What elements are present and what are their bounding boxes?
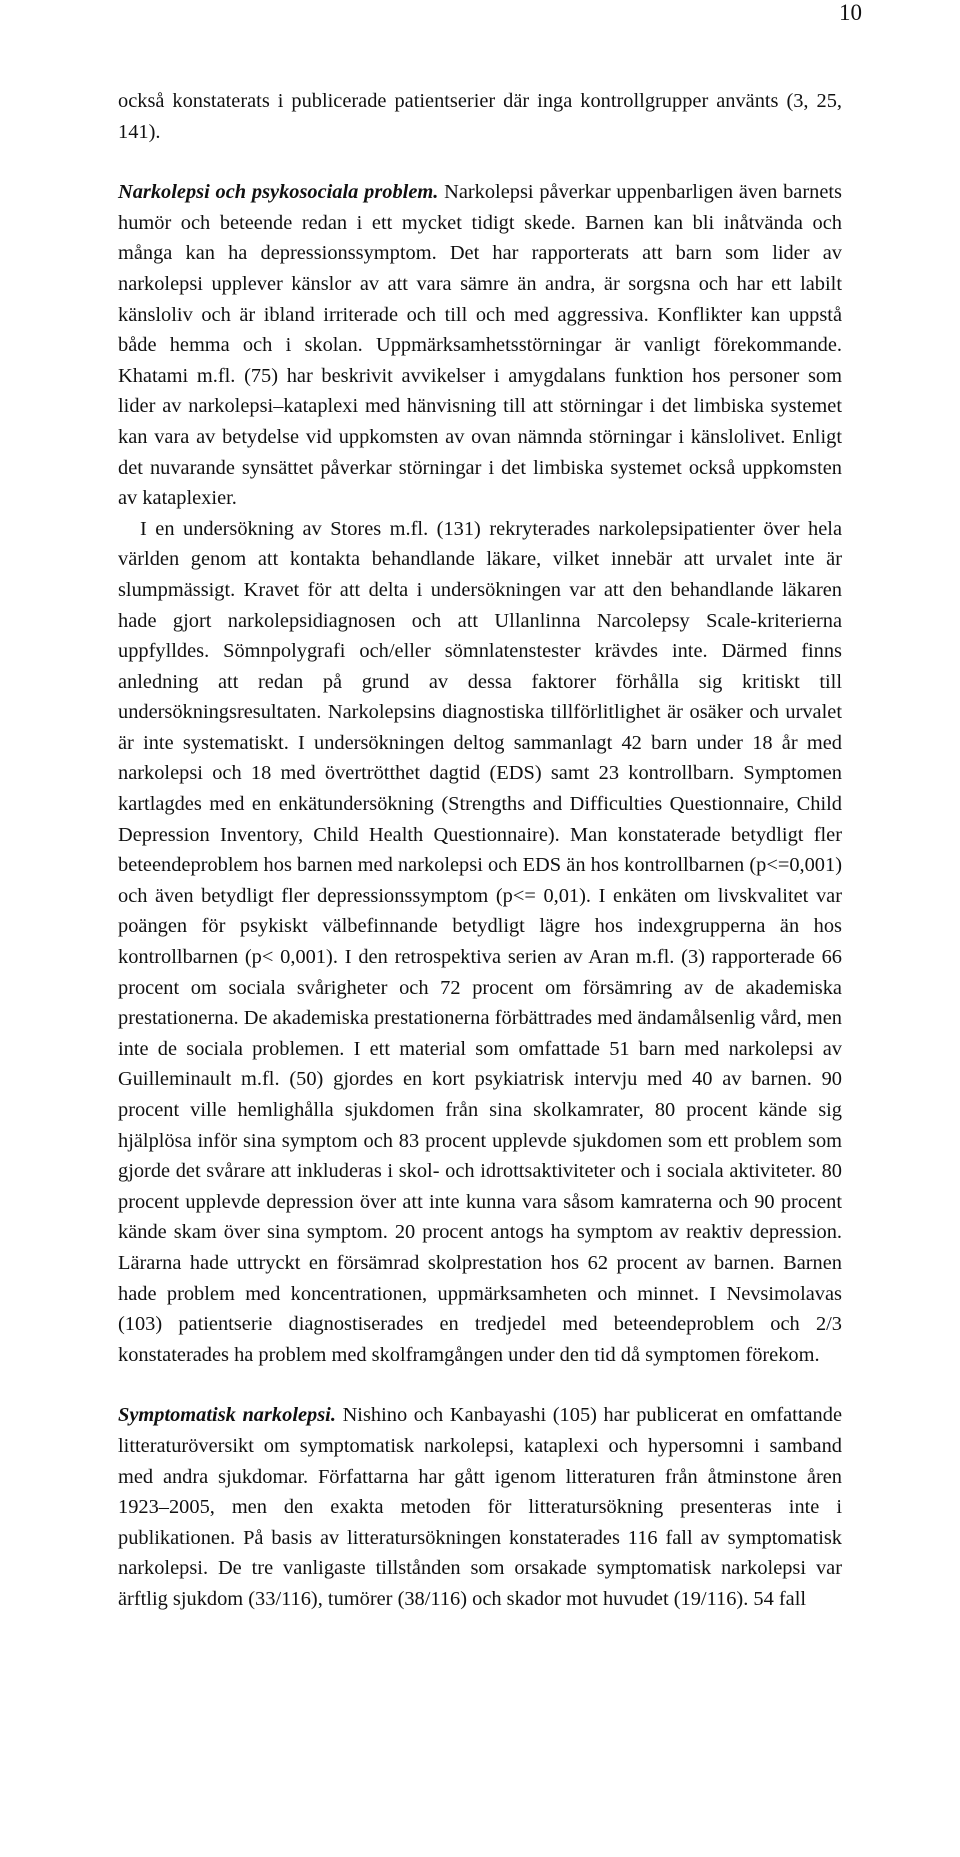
paragraph-text: också konstaterats i publicerade patientserier där inga kontrollgrupper använts (3, 25, 141). [118,90,842,143]
paragraph-text: Narkolepsi påverkar uppenbarligen även barnets humör och beteende redan i ett mycket tidigt skede. Barnen kan bli inåtvända och många kan ha depressionssymptom. Det har rapporterats att barn som lider av narkolepsi upplever känslor av att vara sämre än andra, är sorgsna och har ett labilt känsloliv och är ibland irriterade och till och med aggressiva. Konflikter kan uppstå både hemma och i skolan. Uppmärksamhetsstörningar är vanligt förekommande. Khatami m.fl. (75) har beskrivit avvikelser i amygdalans funktion hos personer som lider av narkolepsi–kataplexi med hänvisning till att störningar i det limbiska systemet kan vara av betydelse vid uppkomsten av ovan nämnda störningar i känslolivet. Enligt det nuvarande synsättet påverkar störningar i det limbiska systemet också uppkomsten av kataplexier. [118,181,842,510]
document-body [118,86,842,1615]
paragraph-continuation [118,86,842,147]
paragraph-text: Nishino och Kanbayashi (105) har publicerat en omfattande litteraturöversikt om symptomatisk narkolepsi, kataplexi och hypersomni i samband med andra sjukdomar. Författarna har gått igenom litteraturen från åtminstone åren 1923–2005, men den exakta metoden för litteratursökning presenteras inte i publikationen. På basis av litteratursökningen konstaterades 116 fall av symptomatisk narkolepsi. De tre vanligaste tillstånden som orsakade symptomatisk narkolepsi var ärftlig sjukdom (33/116), tumörer (38/116) och skador mot huvudet (19/116). 54 fall [118,1404,842,1610]
paragraph-psychosocial [118,177,842,514]
paragraph-text: I en undersökning av Stores m.fl. (131) rekryterades narkolepsipatienter över hela världen genom att kontakta behandlande läkare, vilket innebär att urvalet inte är slumpmässigt. Kravet för att delta i undersökningen var att den behandlande läkaren hade gjort narkolepsidiagnosen och att Ullanlinna Narcolepsy Scale-kriterierna uppfylldes. Sömnpolygrafi och/eller sömnlatenstester krävdes inte. Därmed finns anledning att redan på grund av dessa faktorer förhålla sig kritiskt till undersökningsresultaten. Narkolepsins diagnostiska tillförlitlighet är osäker och urvalet är inte systematiskt. I undersökningen deltog sammanlagt 42 barn under 18 år med narkolepsi och 18 med övertrötthet dagtid (EDS) samt 23 kontrollbarn. Symptomen kartlagdes med en enkätundersökning (Strengths and Difficulties Questionnaire, Child Depression Inventory, Child Health Questionnaire). Man konstaterade betydligt fler beteendeproblem hos barnen med narkolepsi och EDS än hos kontrollbarnen (p<=0,001) och även betydligt fler depressionssymptom (p<= 0,01). I enkäten om livskvalitet var poängen för psykiskt välbefinnande betydligt lägre hos indexgrupperna än hos kontrollbarnen (p< 0,001). I den retrospektiva serien av Aran m.fl. (3) rapporterade 66 procent om sociala svårigheter och 72 procent om försämring av de akademiska prestationerna. De akademiska prestationerna förbättrades med ändamålsenlig vård, men inte de sociala problemen. I ett material som omfattade 51 barn med narkolepsi av Guilleminault m.fl. (50) gjordes en kort psykiatrisk intervju med 40 av barnen. 90 procent ville hemlighålla sjukdomen från sina skolkamrater, 80 procent kände sig hjälplösa inför sina symptom och 83 procent upplevde sjukdomen som ett problem som gjorde det svårare att inkluderas i skol- och idrottsaktiviteter och i sociala aktiviteter. 80 procent upplevde depression över att inte kunna vara såsom kamraterna och 90 procent kände skam över sina symptom. 20 procent antogs ha symptom av reaktiv depression. Lärarna hade uttryckt en försämrad skolprestation hos 62 procent av barnen. Barnen hade problem med koncentrationen, uppmärksamheten och minnet. I Nevsimolavas (103) patientserie diagnostiserades en tredjedel med beteendeproblem och 2/3 konstaterades ha problem med skolframgången under den tid då symptomen förekom. [118,517,842,1366]
section-heading-symptomatic: Symptomatisk narkolepsi. [118,1404,336,1427]
section-heading-psychosocial: Narkolepsi och psykosociala problem. [118,181,439,204]
paragraph-symptomatic [118,1400,842,1614]
paragraph-stores-study [118,514,842,1371]
page-number: 10 [839,0,862,25]
